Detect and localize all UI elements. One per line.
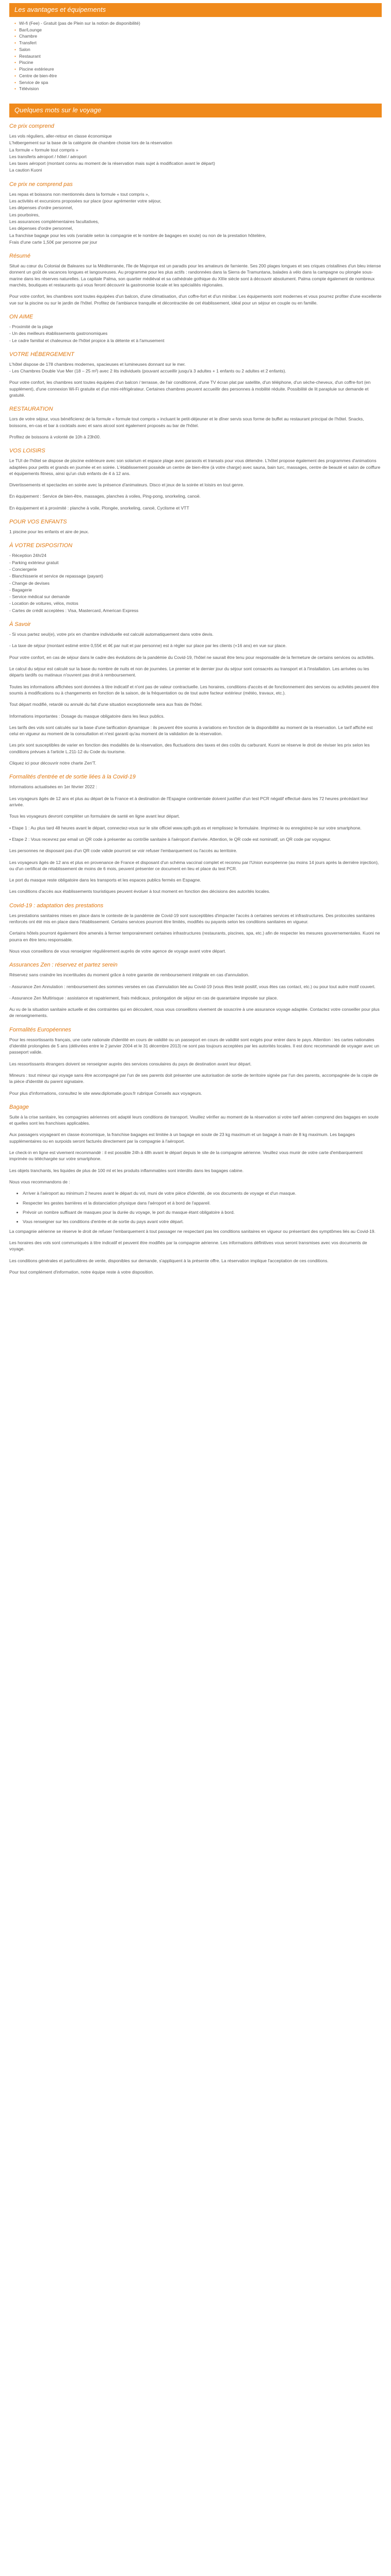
baggage-bullet: • Vous renseigner sur les conditions d'entrée et de sortie du pays avant votre départ. [23,1218,382,1225]
amenity-item: • Bar/Lounge [14,27,382,33]
paragraph: Tout départ modifié, retardé ou annulé du fait d'une situation exceptionnelle sera aux frais de l'hôtel. [9,702,203,707]
paragraph: Les conditions générales et particulières de vente, disponibles sur demande, s'appliquent à la présente offre. La réservation implique l'acceptation de ces conditions. [9,1258,329,1263]
not-included-heading: Ce prix ne comprend pas [9,181,73,188]
paragraph: Les tarifs des vols sont calculés sur la base d'une tarification dynamique : ils peuvent être soumis à variations en fonction de la disponibilité au moment de la réservation. Le tarif affiché est celui en vigueur au moment de la consultation et n'est garanti qu'au moment de la validation de la réservation. [9,724,373,737]
leisure-text [9,457,382,511]
paragraph: En équipement et à proximité : planche à voile, Plongée, snorkeling, canoë, Cyclisme et VTT [9,505,189,511]
paragraph: Certains hôtels pourront également être amenés à fermer temporairement certaines infrastructures (restaurants, piscines, spa, etc.) afin de respecter les mesures gouvernementales. Kuoni ne pourra en être tenu responsable. [9,930,380,942]
baggage-bullet: • Arriver à l'aéroport au minimum 2 heures avant le départ du vol, muni de votre pièce d'identité, de vos documents de voyage et d'un masque. [23,1190,382,1196]
paragraph: Pour tout complément d'information, notre équipe reste à votre disposition. [9,1269,154,1275]
paragraph: Les conditions d'accès aux établissements touristiques peuvent évoluer à tout moment en fonction des décisions des autorités locales. [9,889,270,894]
baggage-text [9,1114,382,1185]
amenity-item: • Service de spa [14,79,382,86]
text-line: - Un des meilleurs établissements gastronomiques [9,331,108,336]
text-line: Les taxes aéroport (montant connu au moment de la réservation mais sujet à modification avant le départ) [9,161,215,166]
baggage-bullet: • Respecter les gestes barrières et la distanciation physique dans l'aéroport et à bord de l'appareil. [23,1200,382,1206]
covid-text [9,795,382,895]
amenity-item: • Restaurant [14,53,382,60]
text-line: 1 piscine pour les enfants et aire de jeux. [9,529,89,534]
amenity-item: • Transfert [14,40,382,46]
text-line: L'hébergement sur la base de la catégorie de chambre choisie lors de la réservation [9,140,172,146]
amenity-item: • Salon [14,46,382,53]
paragraph: Nous vous recommandons de : [9,1179,70,1184]
paragraph: Situé au cœur du Colonial de Baleares sur la Méditerranée, l'île de Majorque est un paradis pour les amateurs de farniente. Ses 200 plages longues et ses criques cristallines d'un bleu intense donnent un goût de vacances longues et langoureuses. Au programme pour les plus actifs : randonnées dans la Sierra de Tramuntana, balades à vélo dans la campagne ou plongée sous-marine dans les réserves naturelles. La capitale Palma, son quartier médiéval et sa cathédrale gothique du XIIIe siècle sont à découvrir absolument. Palma compte également de nombreux marchés, boutiques et restaurants qui vous feront découvrir la gastronomie locale et les spécialités régionales. [9,263,381,288]
insurance-text [9,972,382,1019]
trip-info-banner: Quelques mots sur le voyage [9,104,382,117]
text-line: - Proximité de la plage [9,324,53,329]
facilities-heading: À VOTRE DISPOSITION [9,543,73,549]
text-line: - Change de devises [9,580,50,586]
accommodation-text: Pour votre confort, les chambres sont toutes équipées d'un balcon / terrasse, de l'air conditionné, d'une TV écran plat par satellite, d'un téléphone, d'un sèche-cheveux, d'un coffre-fort (en supplément), d'une connexion Wi-Fi gratuite et d'un mini-réfrigérateur. Certaines chambres peuvent accueillir des personnes à mobilité réduite. Possibilité de lit parapluie sur demande et gratuité. [9,380,371,398]
amenities-banner: Les avantages et équipements [9,3,382,17]
summary-heading: Résumé [9,253,30,260]
text-line: - Service médical sur demande [9,594,70,600]
text-line: La franchise bagage pour les vols (variable selon la compagnie et le nombre de bagages en soute) ou non de la prestation hôtelière, [9,232,267,238]
accommodation-list [9,361,382,375]
summary-text [9,263,382,306]
text-line: Les repas et boissons non mentionnés dans la formule « tout compris », [9,191,150,197]
we-like-heading: ON AIME [9,314,34,320]
paragraph: - Assurance Zen Multirisque : assistance et rapatriement, frais médicaux, prolongation de séjour en cas de quarantaine imposée sur place. [9,995,278,1001]
kids-text [9,529,382,535]
covid-adaptation-text [9,912,382,955]
text-line: - Location de voitures, vélos, motos [9,601,78,606]
included-list [9,133,382,174]
text-line: Les dépenses d'ordre personnel, [9,205,73,211]
paragraph: Les objets tranchants, les liquides de plus de 100 ml et les produits inflammables sont interdits dans les bagages cabine. [9,1167,244,1173]
drinks-text: Profitez de boissons à volonté de 10h à 23h00. [9,434,101,439]
paragraph: Nous vous conseillons de vous renseigner régulièrement auprès de votre agence de voyage avant votre départ. [9,948,226,954]
paragraph: - Assurance Zen Annulation : remboursement des sommes versées en cas d'annulation liée au Covid-19 (vous êtes testé positif, vous êtes cas contact, etc.) ou pour tout autre motif couvert. [9,984,376,989]
covid-intro: Informations actualisées en 1er février 2022 : [9,784,97,790]
paragraph: Informations importantes : Dosage du masque obligatoire dans les lieux publics. [9,713,165,719]
leisure-heading: VOS LOISIRS [9,448,45,454]
text-line: - Blanchisserie et service de repassage (payant) [9,573,103,579]
paragraph: Les prestations sanitaires mises en place dans le contexte de la pandémie de Covid-19 sont susceptibles d'impacter l'accès à certaines services et infrastructures. Des protocoles sanitaires renforcés ont été mis en place dans l'établissement. Certains services pourront être limités, modifiés ou payants selon les conditions sanitaires en vigueur. [9,912,375,924]
paragraph: Suite à la crise sanitaire, les compagnies aériennes ont adapté leurs conditions de transport. Veuillez vérifier au moment de la réservation si votre tarif aérien comprend des bagages en soute et quelles sont les franchises applicables. [9,1114,379,1126]
text-line: - Le cadre familial et chaleureux de l'hôtel propice à la détente et à l'amusement [9,337,165,343]
restaurant-heading: RESTAURATION [9,406,53,413]
paragraph: Le TUI de l'hôtel se dispose de piscine extérieure avec son solarium et espace plage avec parasols et transats pour vous détendre. L'hôtel propose également des programmes d'animations adaptées pour petits et grands en journée et en soirée. L'établissement possède un centre de bien-être (à votre charge) avec sauna, bain turc, massages, centre de beauté et salon de coiffure et équipements fitness, ainsi qu'un club enfants de 4 à 12 ans. [9,458,381,476]
paragraph: Le calcul du séjour est calculé sur la base du nombre de nuits et non de journées. Le premier et le dernier jour du séjour sont consacrés au transport et à l'installation. Les arrivées ou les départs tardifs ou matinaux n'ouvrent pas droit à remboursement. [9,666,369,678]
baggage-closing [9,1228,382,1276]
text-line: - Parking extérieur gratuit [9,560,59,565]
paragraph: Les personnes ne disposant pas d'un QR code valide pourront se voir refuser l'embarquement ou l'accès au territoire. [9,848,237,854]
text-line: - Cartes de crédit acceptées : Visa, Mastercard, American Express [9,607,139,613]
text-line: Les assurances complémentaires facultatives, [9,218,99,224]
text-line: Les pourboires, [9,212,40,217]
amenities-list [9,20,382,92]
text-line: La formule « formule tout compris » [9,147,78,152]
paragraph: Au vu de la situation sanitaire actuelle et des contraintes qui en découlent, nous vous conseillons vivement de souscrire à une assurance voyage adaptée. Contactez votre conseiller pour plus de renseignements. [9,1007,380,1019]
not-included-list [9,191,382,246]
text-line: Les vols réguliers, aller-retour en classe économique [9,133,112,139]
paragraph: Pour plus d'informations, consultez le site www.diplomatie.gouv.fr rubrique Conseils aux voyageurs. [9,1090,202,1096]
paragraph: - La taxe de séjour (montant estimé entre 0,55€ et 4€ par nuit et par personne) est à régler sur place par les clients (+16 ans) en vue sur place. [9,643,287,649]
paragraph: Les voyageurs âgés de 12 ans et plus en provenance de France et disposant d'un schéma vaccinal complet et reconnu par l'Union européenne (au moins 14 jours après la dernière injection), ou d'un certificat de rétablissement de moins de 6 mois, peuvent présenter ce document en lieu et place du test PCR. [9,859,379,871]
paragraph: Réservez sans craindre les incertitudes du moment grâce à notre garantie de remboursement intégrale en cas d'annulation. [9,972,250,978]
text-line: Frais d'une carte 1,50€ par personne par jour [9,239,97,245]
paragraph: Cliquez ici pour découvrir notre charte Zen'T. [9,760,96,766]
amenity-item: • Piscine extérieure [14,66,382,73]
text-line: Les dépenses d'ordre personnel, [9,226,73,231]
covid-adaptation-heading: Covid-19 : adaptation des prestations [9,902,104,909]
european-formalities-heading: Formalités Européennes [9,1026,71,1033]
kids-heading: POUR VOS ENFANTS [9,519,67,526]
paragraph: • Etape 1 : Au plus tard 48 heures avant le départ, connectez-vous sur le site officiel www.spth.gob.es et remplissez le formulaire. Imprimez-le ou enregistrez-le sur votre smartphone. [9,825,362,831]
paragraph: Les horaires des vols sont communiqués à titre indicatif et peuvent être modifiés par la compagnie aérienne. Les informations définitives vous seront transmises avec vos documents de voyage. [9,1240,367,1252]
text-line: - Bagagerie [9,587,32,592]
paragraph: Les voyageurs âgés de 12 ans et plus au départ de la France et à destination de l'Espagne continentale doivent justifier d'un test PCR négatif effectué dans les 72 heures précédant leur arrivée. [9,795,368,807]
paragraph: Tous les voyageurs devront compléter un formulaire de santé en ligne avant leur départ. [9,814,180,819]
included-heading: Ce prix comprend [9,123,54,129]
paragraph: Les prix sont susceptibles de varier en fonction des modalités de la réservation, des fluctuations des taxes et des coûts du carburant. Kuoni se réserve le droit de réviser les prix selon les conditions prévues à l'article L.211-12 du Code du tourisme. [9,742,370,754]
baggage-bullets [9,1190,382,1225]
baggage-heading: Bagage [9,1104,29,1110]
good-to-know-text [9,631,382,766]
text-line: Les activités et excursions proposées sur place (pour agrémenter votre séjour, [9,198,161,204]
amenity-item: • Télévision [14,86,382,92]
accommodation-heading: VOTRE HÉBERGEMENT [9,351,74,358]
amenity-item: • Centre de bien-être [14,73,382,79]
text-line: Les transferts aéroport / hôtel / aéroport [9,154,87,159]
paragraph: La compagnie aérienne se réserve le droit de refuser l'embarquement à tout passager ne respectant pas les conditions sanitaires en vigueur ou présentant des symptômes liés au Covid-19. [9,1228,376,1234]
paragraph: Pour votre confort, en cas de séjour dans le cadre des évolutions de la pandémie du Covid-19, l'hôtel ne saurait être tenu pour responsable de la fermeture de certains services ou activités. [9,654,374,660]
covid-formalities-heading: Formalités d'entrée et de sortie liées à la Covid-19 [9,774,136,781]
we-like-list [9,324,382,344]
paragraph: - Si vous partez seul(e), votre prix en chambre individuelle est calculé automatiquement dans votre devis. [9,632,214,637]
european-formalities-text [9,1037,382,1096]
paragraph: Le check-in en ligne est vivement recommandé : il est possible 24h à 48h avant le départ depuis le site de la compagnie aérienne. Veuillez vous munir de votre carte d'embarquement imprimée ou téléchargée sur votre smartphone. [9,1150,363,1162]
paragraph: Les ressortissants étrangers doivent se renseigner auprès des services consulaires du pays de destination avant leur départ. [9,1061,252,1066]
paragraph: • Etape 2 : Vous recevrez par email un QR code à présenter au contrôle sanitaire à l'aéroport d'arrivée. Attention, le QR code est nominatif, un QR code par voyageur. [9,836,331,842]
paragraph: Mineurs : tout mineur qui voyage sans être accompagné par l'un de ses parents doit présenter une autorisation de sortie de territoire signée par l'un des parents, accompagnée de la copie de la pièce d'identité du parent signataire. [9,1072,378,1084]
paragraph: Divertissements et spectacles en soirée avec la présence d'animateurs. Disco et jeux de la soirée et loisirs en tout genre. [9,482,245,488]
amenity-item: • Piscine [14,59,382,66]
text-line: Lors de votre séjour, vous bénéficierez de la formule « formule tout compris » incluant le petit-déjeuner et le dîner servis sous forme de buffet au restaurant principal de l'hôtel. Snacks, boissons, en-cas et bar à cocktails avec et sans alcool sont également proposés au bar de l'hôtel. [9,416,364,428]
text-line: La caution Kuoni [9,167,42,173]
amenity-item: • Wi-fi (Fee) - Gratuit (pas de Plein sur la notion de disponibilité) [14,20,382,27]
amenity-item: • Chambre [14,33,382,40]
page [0,3,391,1291]
good-to-know-heading: À Savoir [9,621,31,628]
facilities-list [9,552,382,614]
text-line: L'hôtel dispose de 178 chambres modernes, spacieuses et lumineuses donnant sur le mer. [9,361,186,367]
text-line: - Conciergerie [9,566,37,572]
paragraph: Toutes les informations affichées sont données à titre indicatif et n'ont pas de valeur contractuelle. Les horaires, conditions d'accès et de fonctionnement des services ou activités peuvent être soumis à modifications ou à changements en fonction de la saison, de la fréquentation ou de tout autre facteur extérieur (météo, travaux, etc.). [9,684,379,696]
paragraph: En équipement : Service de bien-être, massages, planches à voiles, Ping-pong, snorkeling, canoë. [9,494,201,499]
restaurant-text [9,416,382,429]
baggage-bullet: • Prévoir un nombre suffisant de masques pour la durée du voyage, le port du masque étant obligatoire à bord. [23,1209,382,1215]
paragraph: Pour les ressortissants français, une carte nationale d'identité en cours de validité ou un passeport en cours de validité sont exigés pour entrer dans le pays. Attention : les cartes nationales d'identité prolongées de 5 ans (délivrées entre le 2 janvier 2004 et le 31 décembre 2013) ne sont pas toujours acceptées par les autorités locales. Il est donc recommandé de voyager avec un passeport valide. [9,1037,380,1055]
paragraph: Le port du masque reste obligatoire dans les transports et les espaces publics fermés en Espagne. [9,877,201,883]
insurance-heading: Assurances Zen : réservez et partez serein [9,962,118,969]
text-line: - Réception 24h/24 [9,553,46,558]
paragraph: Pour votre confort, les chambres sont toutes équipées d'un balcon, d'une climatisation, d'un coffre-fort et d'un minibar. Les équipements sont modernes et vous pourrez profiter d'une excellente vue sur la piscine ou sur le jardin de l'hôtel. Profitez de l'ambiance tranquille et décontractée de cet établissement, idéal pour un séjour en couple ou en famille. [9,294,382,306]
paragraph: Aux passagers voyageant en classe économique, la franchise bagages est limitée à un bagage en soute de 23 kg maximum et un bagage à main de 8 kg maximum. Les bagages supplémentaires ou en surpoids seront facturés directement par la compagnie à l'aéroport. [9,1132,355,1144]
text-line: - Les Chambres Double Vue Mer (18 – 25 m²) avec 2 lits individuels (pouvant accueillir jusqu'à 3 adultes + 1 enfants ou 2 adultes et 2 enfants). [9,368,286,374]
